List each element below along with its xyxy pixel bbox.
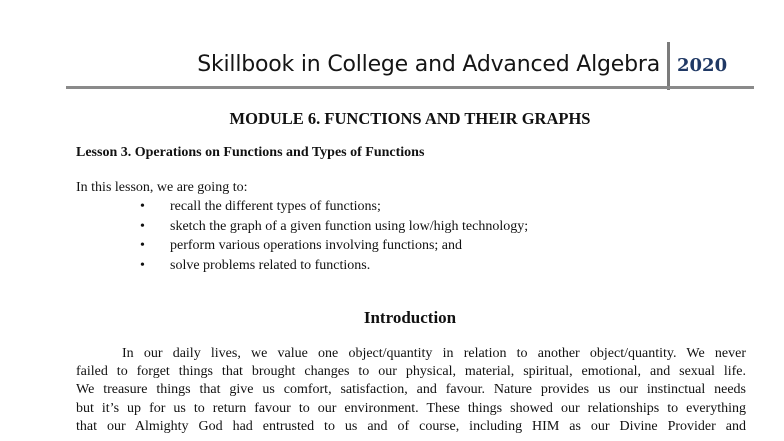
list-item xyxy=(140,217,528,237)
paragraph-line xyxy=(76,345,746,363)
paragraph-line: but it’s up for us to return favour to our environment. These things showed our relationships to everything xyxy=(76,400,746,416)
header-divider xyxy=(667,42,670,90)
bullet-icon: • xyxy=(140,257,145,273)
module-title: MODULE 6. FUNCTIONS AND THEIR GRAPHS xyxy=(229,109,591,128)
intro-line: In this lesson, we are going to: xyxy=(76,180,248,195)
paragraph-line: We treasure things that give us comfort, satisfaction, and favour. Nature provides us our instinctual needs xyxy=(76,382,746,398)
list-item xyxy=(140,197,528,217)
objectives-list xyxy=(140,197,528,275)
header-rule xyxy=(66,86,754,89)
paragraph-line: that our Almighty God had entrusted to us and of course, including HIM as our Divine Provider and xyxy=(76,418,746,434)
introduction-paragraph xyxy=(76,345,746,436)
lesson-title: Lesson 3. Operations on Functions and Types of Functions xyxy=(76,145,425,160)
paragraph-line-text: In our daily lives, we value one object/quantity in relation to another object/quantity. We never xyxy=(122,346,746,361)
header-year: 2020 xyxy=(677,55,728,76)
objective-text: recall the different types of functions; xyxy=(170,199,381,214)
objective-text: solve problems related to functions. xyxy=(170,257,371,273)
list-item xyxy=(140,256,528,276)
list-item xyxy=(140,236,528,256)
objective-text: perform various operations involving functions; and xyxy=(170,238,462,253)
header-title: Skillbook in College and Advanced Algebra xyxy=(197,52,660,77)
section-heading-introduction: Introduction xyxy=(363,308,457,327)
bullet-icon: • xyxy=(140,218,145,234)
bullet-icon: • xyxy=(140,238,145,253)
bullet-icon: • xyxy=(140,199,145,214)
objective-text: sketch the graph of a given function using low/high technology; xyxy=(170,218,529,234)
paragraph-line: failed to forget things that brought changes to our physical, material, spiritual, emotional, and sexual life. xyxy=(76,364,746,380)
